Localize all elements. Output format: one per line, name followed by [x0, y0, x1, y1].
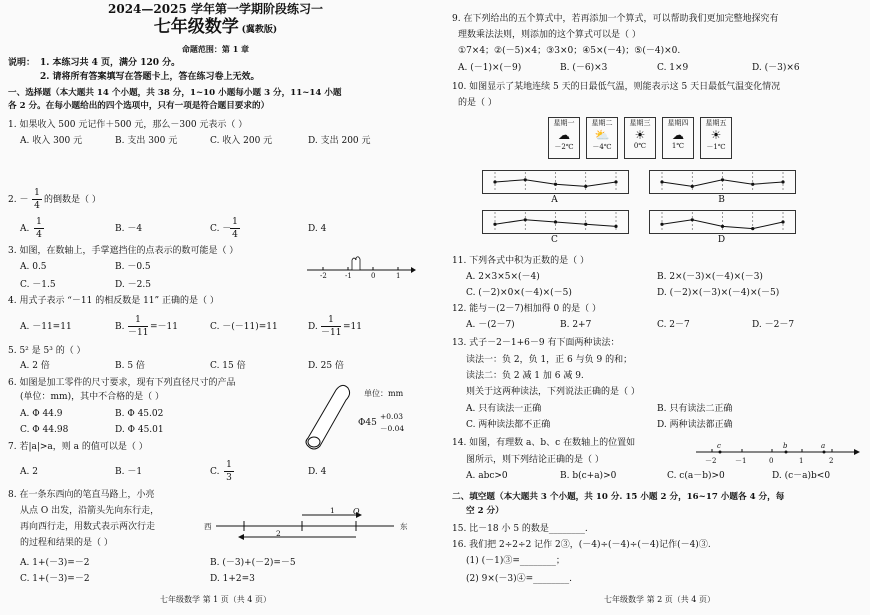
q1-option-b: B. 支出 300 元: [115, 136, 178, 146]
q8-walk-diagram: [206, 505, 411, 547]
q14-axis-label: 2: [829, 457, 834, 465]
q6-tolerance-upper: +0.03: [380, 412, 403, 421]
q16-part-1: (1) (－1)③=________；: [466, 556, 565, 566]
note-2: 2. 请将所有答案填写在答题卡上，答在练习卷上无效。: [40, 72, 260, 82]
q13-option-c: C. 两种读法都不正确: [466, 420, 551, 430]
q2-numerator: 1: [34, 188, 40, 198]
q12-option-c: C. 2－7: [657, 320, 690, 330]
q14-point-label: c: [717, 442, 721, 450]
q7-option-b: B. －1: [115, 467, 143, 477]
q6-tolerance-lower: －0.04: [380, 424, 405, 433]
chart-point: [493, 180, 496, 183]
chart-point: [554, 183, 557, 186]
q2-option-c-bar: [230, 228, 240, 229]
q7-option-c-label: C.: [210, 467, 220, 477]
q4-option-b-label: B.: [115, 322, 125, 332]
q16-stem: 16. 我们把 2÷2÷2 记作 2③，(－4)÷(－4)÷(－4)记作(－4)③.: [452, 540, 711, 550]
q8-stem-3: 再向西行走，用数式表示两次行走: [20, 522, 156, 532]
q2-fraction-bar: [32, 199, 42, 200]
chart-point: [660, 180, 663, 183]
q11-option-a: A. 2×3×5×(－4): [466, 272, 540, 282]
arrow-right-icon: [854, 449, 860, 455]
weather-temp: －2℃: [554, 143, 574, 151]
q14-axis-label: －1: [735, 457, 747, 465]
right-page: [452, 0, 867, 615]
cylinder-end: [308, 437, 320, 447]
q4-option-b-bar: [128, 326, 148, 327]
q2-option-c-num: 1: [232, 217, 238, 227]
q11-option-c: C. (－2)×0×(－4)×(－5): [466, 288, 572, 298]
q3-option-c: C. －1.5: [20, 280, 56, 290]
chart-point: [781, 220, 784, 223]
q11-option-d: D. (－2)×(－3)×(－4)×(－5): [657, 288, 780, 298]
q2-option-a-bar: [34, 228, 44, 229]
q10-stem-2: 的是（ ）: [458, 98, 497, 108]
q3-option-a: A. 0.5: [20, 262, 47, 272]
arrow-right-icon: [411, 267, 416, 273]
q3-axis-label: 1: [396, 272, 401, 280]
q4-option-d-label: D.: [308, 322, 318, 332]
chart-d-label: D: [717, 235, 726, 245]
q11-stem: 11. 下列各式中积为正数的是（ ）: [452, 256, 590, 266]
q13-option-d: D. 两种读法都正确: [657, 420, 733, 430]
q5-option-b: B. 5 倍: [115, 361, 145, 371]
weather-day-name: 星期一: [553, 119, 575, 127]
left-page-footer: 七年级数学 第 1 页（共 4 页）: [160, 595, 271, 604]
weather-day-name: 星期五: [705, 119, 727, 127]
chart-point: [614, 180, 617, 183]
q10-stem: 10. 如图显示了某地连续 5 天的日最低气温，则能表示这 5 天日最低气温变化情况: [452, 82, 781, 92]
q9-stem-3: ①7×4；②(－5)×4；③3×0；④5×(－4)；⑤(－4)×0.: [458, 46, 681, 56]
q14-point-label: a: [821, 442, 826, 450]
q8-stem-4: 的过程和结果的是（ ）: [20, 538, 113, 548]
q12-option-b: B. 2+7: [560, 320, 592, 330]
weather-day-name: 星期三: [629, 119, 651, 127]
q9-option-c: C. 1×9: [657, 63, 689, 73]
q4-option-b-den: －11: [128, 328, 149, 338]
chart-point: [751, 227, 754, 230]
weather-card-monday: [548, 117, 580, 159]
section2-heading: 二、填空题（本大题共 3 个小题，共 10 分. 15 小题 2 分，16~17 小题各 4 分，每: [452, 492, 785, 502]
temp-chart-d: [649, 210, 796, 234]
section2-heading-2: 空 2 分）: [466, 506, 504, 516]
q4-option-b-tail: =－11: [150, 322, 178, 332]
q13-reading-1: 读法一：负 2，负 1，正 6 与负 9 的和；: [466, 355, 633, 365]
section1-heading-2: 各 2 分。在每小题给出的四个选项中，只有一项是符合题目要求的）: [8, 101, 270, 111]
chart-point: [721, 178, 724, 181]
chart-point: [524, 178, 527, 181]
q4-option-d-tail: =11: [343, 322, 362, 332]
section1-heading: 一、选择题（本大题共 14 个小题，共 38 分，1~10 小题每小题 3 分，11~14 小题: [8, 88, 342, 98]
weather-temp: －4℃: [592, 143, 612, 151]
q7-option-a: A. 2: [20, 467, 38, 477]
q6-option-d: D. Φ 45.01: [115, 425, 164, 435]
chart-point: [493, 223, 496, 226]
chart-point: [584, 223, 587, 226]
q8-segment-2-label: 2: [276, 529, 281, 538]
weather-temp: 1℃: [671, 142, 685, 150]
q5-option-a: A. 2 倍: [20, 361, 50, 371]
chart-c-label: C: [551, 235, 558, 245]
q12-stem: 12. 能与－(2－7)相加得 0 的是（ ）: [452, 304, 601, 314]
weather-card-wednesday: [624, 117, 656, 159]
q13-stem: 13. 式子－2－1+6－9 有下面两种读法：: [452, 338, 620, 348]
q14-axis-label: －2: [705, 457, 717, 465]
chart-point: [691, 185, 694, 188]
q2-stem-suffix: 的倒数是（ ）: [44, 195, 101, 205]
q14-point-label: b: [783, 442, 788, 450]
q8-option-b: B. (－3)+(－2)=－5: [210, 558, 296, 568]
q2-option-c-den: 4: [232, 230, 238, 240]
q13-reading-2: 读法二：负 2 减 1 加 6 减 9.: [466, 371, 584, 381]
q7-option-c-den: 3: [226, 473, 232, 483]
q8-option-d: D. 1+2=3: [210, 574, 255, 584]
q4-option-b-num: 1: [135, 315, 141, 325]
q1-stem: 1. 如果收入 500 元记作＋500 元，那么－300 元表示（ ）: [8, 120, 248, 130]
q4-option-c: C. －(－11)=11: [210, 322, 278, 332]
note-1: 1. 本练习共 4 页，满分 120 分。: [40, 58, 181, 68]
q2-option-b: B. －4: [115, 224, 143, 234]
partly-cloudy-icon: ⛅: [594, 128, 610, 142]
q5-option-d: D. 25 倍: [308, 361, 344, 371]
q1-option-d: D. 支出 200 元: [308, 136, 371, 146]
left-page: [8, 0, 423, 615]
q2-stem-prefix: 2. －: [8, 195, 29, 205]
chart-point: [721, 225, 724, 228]
q6-dimension: Φ45: [358, 418, 377, 428]
q14-axis-label: 1: [799, 457, 804, 465]
cylinder-part-figure: [298, 380, 358, 450]
q6-unit-label: 单位：mm: [364, 389, 404, 398]
right-page-footer: 七年级数学 第 2 页（共 4 页）: [604, 595, 715, 604]
q3-stem: 3. 如图，在数轴上，手掌遮挡住的点表示的数可能是（ ）: [8, 246, 239, 256]
q6-option-c: C. Φ 44.98: [20, 425, 69, 435]
q7-stem: 7. 若|a|>a，则 a 的值可以是（ ）: [8, 442, 148, 452]
q9-stem: 9. 在下列给出的五个算式中，若再添加一个算式，可以帮助我们更加完整地探究有: [452, 14, 779, 24]
q14-option-d: D. (c－a)b<0: [772, 471, 831, 481]
q5-option-c: C. 15 倍: [210, 361, 246, 371]
q8-option-a: A. 1+(－3)=－2: [20, 558, 90, 568]
q14-option-a: A. abc>0: [466, 471, 508, 481]
chart-point: [554, 220, 557, 223]
q8-east-label: 东: [400, 522, 408, 531]
q2-option-a-label: A.: [20, 224, 30, 234]
q12-option-a: A. －(2－7): [466, 320, 515, 330]
exam-year-title: 2024—2025 学年第一学期阶段练习一: [108, 2, 323, 16]
notes-label: 说明：: [8, 58, 36, 68]
q4-option-d-num: 1: [328, 315, 334, 325]
q11-option-b: B. 2×(－3)×(－4)×(－3): [657, 272, 763, 282]
chart-point: [614, 225, 617, 228]
q8-origin-label: O: [353, 507, 360, 516]
sun-icon: ☀: [634, 128, 646, 142]
q3-axis-label: -2: [320, 272, 327, 280]
chart-point: [584, 185, 587, 188]
q9-stem-2: 理数乘法法则，则添加的这个算式可以是（ ）: [458, 30, 641, 40]
q16-part-2: (2) 9×(－3)④=________.: [466, 574, 573, 584]
q15-stem: 15. 比－18 小 5 的数是________.: [452, 524, 588, 534]
weather-card-thursday: [662, 117, 694, 159]
temp-chart-c: [482, 210, 629, 234]
q13-option-a: A. 只有读法一正确: [466, 404, 542, 414]
q4-stem: 4. 用式子表示 “－11 的相反数是 11” 正确的是（ ）: [8, 296, 219, 306]
cloud-icon: ☁: [558, 128, 570, 142]
q9-option-d: D. (－3)×6: [752, 63, 800, 73]
q8-stem: 8. 在一条东西向的笔直马路上，小亮: [8, 490, 155, 500]
q13-option-b: B. 只有读法二正确: [657, 404, 733, 414]
q3-axis-label: -1: [345, 272, 352, 280]
q6-stem-2: (单位：mm)，其中不合格的是（ ）: [20, 392, 164, 402]
q9-option-b: B. (－6)×3: [560, 63, 608, 73]
q5-stem: 5. 5² 是 5³ 的（ ）: [8, 346, 86, 356]
q14-option-b: B. b(c+a)>0: [560, 471, 617, 481]
q14-option-c: C. c(a－b)>0: [667, 471, 725, 481]
exam-scope: 命题范围：第 1 章: [181, 44, 250, 54]
q2-option-a-den: 4: [36, 230, 42, 240]
weather-temp: 0℃: [633, 142, 647, 150]
q4-option-a: A. －11=11: [20, 322, 72, 332]
palm-icon: [352, 257, 360, 270]
cloud-icon: ☁: [672, 128, 684, 142]
q8-west-label: 西: [204, 522, 212, 531]
q2-option-c-label: C. －: [210, 224, 232, 234]
q8-option-c: C. 1+(－3)=－2: [20, 574, 90, 584]
q14-stem-2: 图所示，则下列结论正确的是（ ）: [466, 455, 604, 465]
q6-option-a: A. Φ 44.9: [20, 409, 63, 419]
q4-option-d-bar: [321, 326, 341, 327]
q14-stem: 14. 如图，有理数 a、b、c 在数轴上的位置如: [452, 438, 636, 448]
q6-option-b: B. Φ 45.02: [115, 409, 164, 419]
q6-stem: 6. 如图是加工零件的尺寸要求，现有下列直径尺寸的产品: [8, 378, 236, 388]
q1-option-c: C. 收入 200 元: [210, 136, 273, 146]
weather-temp: －1℃: [706, 143, 726, 151]
weather-card-tuesday: [586, 117, 618, 159]
q1-option-a: A. 收入 300 元: [20, 136, 83, 146]
chart-point: [691, 218, 694, 221]
q8-stem-2: 从点 O 出发，沿箭头先向东行走，: [20, 506, 160, 516]
temp-chart-a: [482, 170, 629, 194]
q3-option-d: D. －2.5: [115, 280, 151, 290]
q4-option-d-den: －11: [321, 328, 342, 338]
arrow-left-icon: [238, 534, 244, 540]
q12-option-d: D. －2－7: [752, 320, 795, 330]
q7-option-c-bar: [224, 471, 234, 472]
chart-point: [524, 218, 527, 221]
exam-subject-title: 七年级数学 (冀教版): [153, 17, 278, 37]
temp-chart-b: [649, 170, 796, 194]
q8-segment-1-label: 1: [330, 506, 335, 515]
chart-b-label: B: [718, 195, 725, 205]
chart-a-label: A: [551, 195, 558, 205]
weather-day-name: 星期二: [591, 119, 613, 127]
q7-option-c-num: 1: [226, 460, 232, 470]
q14-axis-label: 0: [769, 457, 774, 465]
q9-option-a: A. (－1)×(－9): [458, 63, 522, 73]
chart-point: [660, 223, 663, 226]
q2-option-d: D. 4: [308, 224, 327, 234]
chart-point: [781, 180, 784, 183]
q3-axis-label: 0: [371, 272, 376, 280]
weather-card-friday: [700, 117, 732, 159]
sun-icon: ☀: [710, 128, 722, 142]
q13-stem-2: 则关于这两种读法，下列说法正确的是（ ）: [466, 387, 640, 397]
q2-option-a-num: 1: [36, 217, 42, 227]
q7-option-d: D. 4: [308, 467, 327, 477]
chart-point: [751, 183, 754, 186]
q2-denominator: 4: [34, 201, 40, 211]
q3-option-b: B. －0.5: [115, 262, 151, 272]
weather-day-name: 星期四: [667, 119, 689, 127]
